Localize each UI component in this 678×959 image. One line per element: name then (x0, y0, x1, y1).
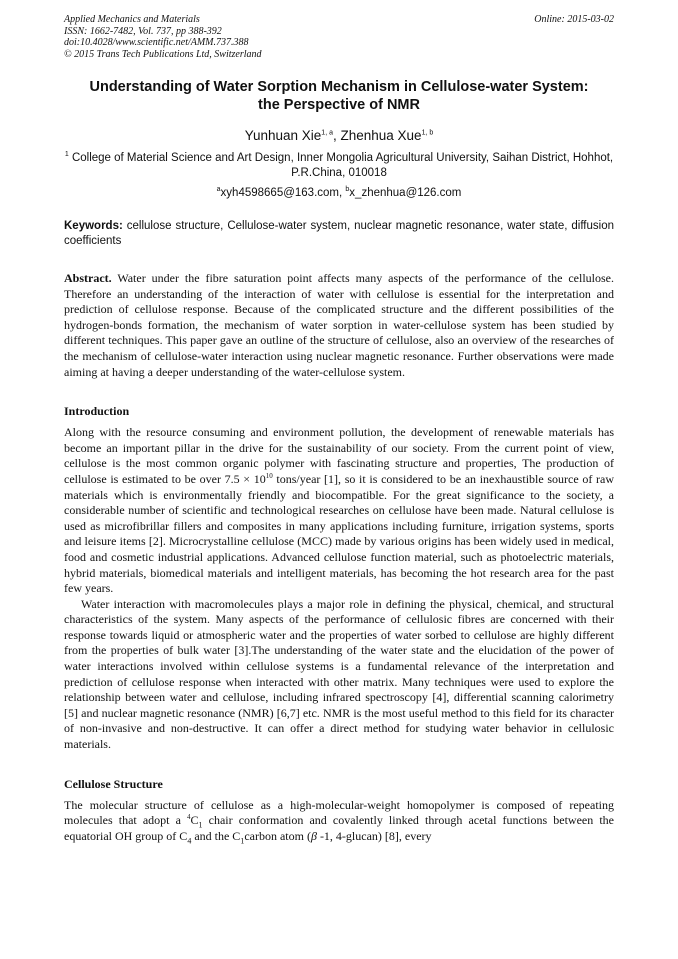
structure-text-5: -1, 4-glucan) [8], every (316, 828, 432, 843)
structure-sup-4: 4 (187, 813, 191, 822)
intro-paragraph-1 (64, 425, 614, 597)
structure-text-1: The molecular structure of cellulose as a high-molecular-weight homopolymer is composed of repeating molecules that adopt a (64, 797, 614, 828)
intro-p1-part-a: Along with the resource consuming and environment pollution, the development of renewable materials has become an important pillar in the drive for the sustainability of our society. From the current point of view, cellulose is the most common organic polymer with fascinating structure and properties, The production of cellulose is estimated to be over 7.5 × 10 (64, 425, 614, 486)
author-2-affil: 1, b (421, 129, 434, 137)
doi-line[interactable]: doi:10.4028/www.scientific.net/AMM.737.388 (64, 37, 249, 48)
intro-p1-exponent: 10 (265, 471, 273, 480)
issn-line: ISSN: 1662-7482, Vol. 737, pp 388-392 (64, 25, 222, 37)
author-2-name: Zhenhua Xue (340, 128, 422, 143)
paper-title (64, 78, 614, 114)
email-b[interactable]: x_zhenhua@126.com (349, 187, 462, 199)
affiliation-marker: 1 (64, 151, 69, 159)
author-separator: , (332, 128, 341, 143)
journal-name: Applied Mechanics and Materials (64, 14, 200, 25)
title-line-1: Understanding of Water Sorption Mechanism in Cellulose-water System: (89, 79, 589, 95)
abstract (64, 271, 614, 380)
structure-text-2: chair conformation and covalently linked through acetal functions between the equatorial OH group of C (64, 813, 614, 843)
abstract-label: Abstract. (64, 271, 112, 285)
keywords-text: cellulose structure, Cellulose-water system, nuclear magnetic resonance, water state, diffusion coefficients (64, 220, 614, 247)
author-list (64, 127, 614, 144)
affiliation-text: College of Material Science and Art Design, Inner Mongolia Agricultural University, Saihan District, Hohhot, P.R.China, 010018 (68, 152, 614, 179)
intro-p1-part-b: tons/year [1], so it is considered to be an inexhaustible source of raw materials which is environmentally friendly and biocompatible. For the great significance to the society, a considerable number of scientific and technological researches on cellulose have been made. Natural cellulose is used as microfibrillar fillers and composites in many applications including furniture, irrigation systems, sports and leisure items [2]. Microcrystalline cellulose (MCC) made by various origins has been widely used in medical, food and cosmetic industrial applications. Advanced cellulose function material, such as photoelectric materials, hybrid materials, biomedical materials and intelligent materials, has becoming the hot research area for the past few years. (64, 471, 614, 596)
keywords-label: Keywords: (64, 220, 123, 232)
structure-paragraph-1 (64, 798, 614, 845)
email-b-marker: b (345, 186, 350, 194)
author-1-name: Yunhuan Xie (244, 128, 322, 143)
author-1-affil: 1, a (321, 129, 333, 137)
heading-cellulose-structure: Cellulose Structure (64, 776, 163, 791)
email-separator: , (339, 187, 346, 199)
structure-text-4: carbon atom ( (244, 828, 311, 843)
affiliation (64, 151, 614, 181)
structure-text-3: and the C (191, 828, 241, 843)
structure-sub-4: 4 (187, 836, 192, 846)
paper-page (64, 14, 614, 844)
email-a-marker: a (216, 186, 221, 194)
online-date: Online: 2015-03-02 (534, 14, 614, 25)
author-emails (64, 186, 614, 201)
title-line-2: the Perspective of NMR (258, 97, 420, 113)
structure-sub-1b: 1 (240, 836, 245, 846)
structure-beta: β (310, 828, 317, 843)
journal-header (64, 14, 614, 60)
keywords (64, 219, 614, 249)
copyright-line: © 2015 Trans Tech Publications Ltd, Switzerland (64, 48, 262, 60)
structure-c1: C (190, 813, 199, 828)
structure-sub-1: 1 (198, 820, 203, 830)
abstract-text: Water under the fibre saturation point affects many aspects of the performance of the cellulose. Therefore an understanding of the interaction of water with cellulose is essential for the interpretation and prediction of cellulose response. Because of the complicated structure and the different possibilities of the hydrogen-bonds formation, the mechanism of water sorption in water-cellulose system has been studied by different techniques. This paper gave an outline of the structure of cellulose, also an overview of the researches of the mechanism of cellulose-water interaction using nuclear magnetic resonance. Further observations were made aiming at having a deeper understanding of the water-cellulose system. (64, 271, 614, 379)
heading-introduction: Introduction (64, 404, 130, 419)
intro-paragraph-2: Water interaction with macromolecules plays a major role in defining the physical, chemical, and structural characteristics of the system. Many aspects of the performance of cellulosic fibres are concerned with their response towards liquid or atmospheric water and the properties of water sorbed to cellulose are highly different from the properties of bulk water [3].The understanding of the water state and the elucidation of the power of water interactions involved within cellulose systems is a fundamental relevance of the interpretation and prediction of cellulose response when interacted with other matrix. Many techniques were used to explore the relationship between water and cellulose, including infrared spectroscopy [4], differential scanning calorimetry [5] and nuclear magnetic resonance (NMR) [6,7] etc. NMR is the most useful method to this field for its character of non-invasive and non-destructive. It can offer a direct method for studying water behavior in cellulosic materials. (64, 596, 614, 752)
email-a[interactable]: xyh4598665@163.com (220, 187, 339, 199)
